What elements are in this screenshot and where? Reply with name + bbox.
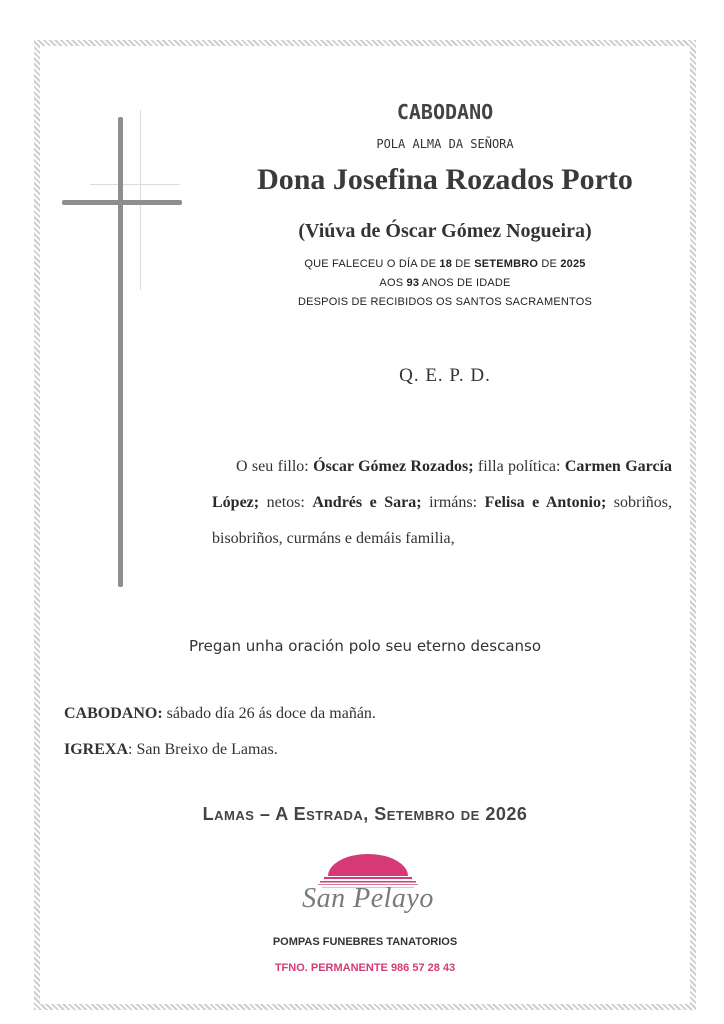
family-paragraph: O seu fillo: Óscar Gómez Rozados; filla política: Carmen García López; netos: Andrés e Sara; irmáns: Felisa e Antonio; sobriños, bisobriños, curmáns e demáis familia, [212, 458, 673, 547]
deceased-name: Dona Josefina Rozados Porto [257, 163, 633, 196]
death-date-line: QUE FALECEU O DÍA DE 18 DE SETEMBRO DE 2025 [304, 258, 586, 270]
age-line: AOS 93 ANOS DE IDADE [379, 277, 511, 289]
phone-number: TFNO. PERMANENTE 986 57 28 43 [274, 962, 456, 974]
event-subtitle: POLA ALMA DA SEÑORA [376, 137, 514, 151]
widow-note: (Viúva de Óscar Gómez Nogueira) [298, 220, 592, 242]
prayer-line: Pregan unha oración polo seu eterno descanso [188, 637, 542, 655]
logo-text: San Pelayo [302, 883, 434, 914]
company-name: POMPAS FUNEBRES TANATORIOS [272, 936, 458, 948]
location-date: Lamas – A Estrada, Setembro de 2026 [202, 804, 528, 824]
sacraments-line: DESPOIS DE RECIBIDOS OS SANTOS SACRAMENTOS [297, 296, 593, 308]
qepd: Q. E. P. D. [399, 365, 491, 386]
church-info: IGREXA: San Breixo de Lamas. [64, 741, 278, 758]
event-title: CABODANO [396, 100, 494, 124]
mass-info: CABODANO: sábado día 26 ás doce da mañán. [64, 705, 376, 722]
